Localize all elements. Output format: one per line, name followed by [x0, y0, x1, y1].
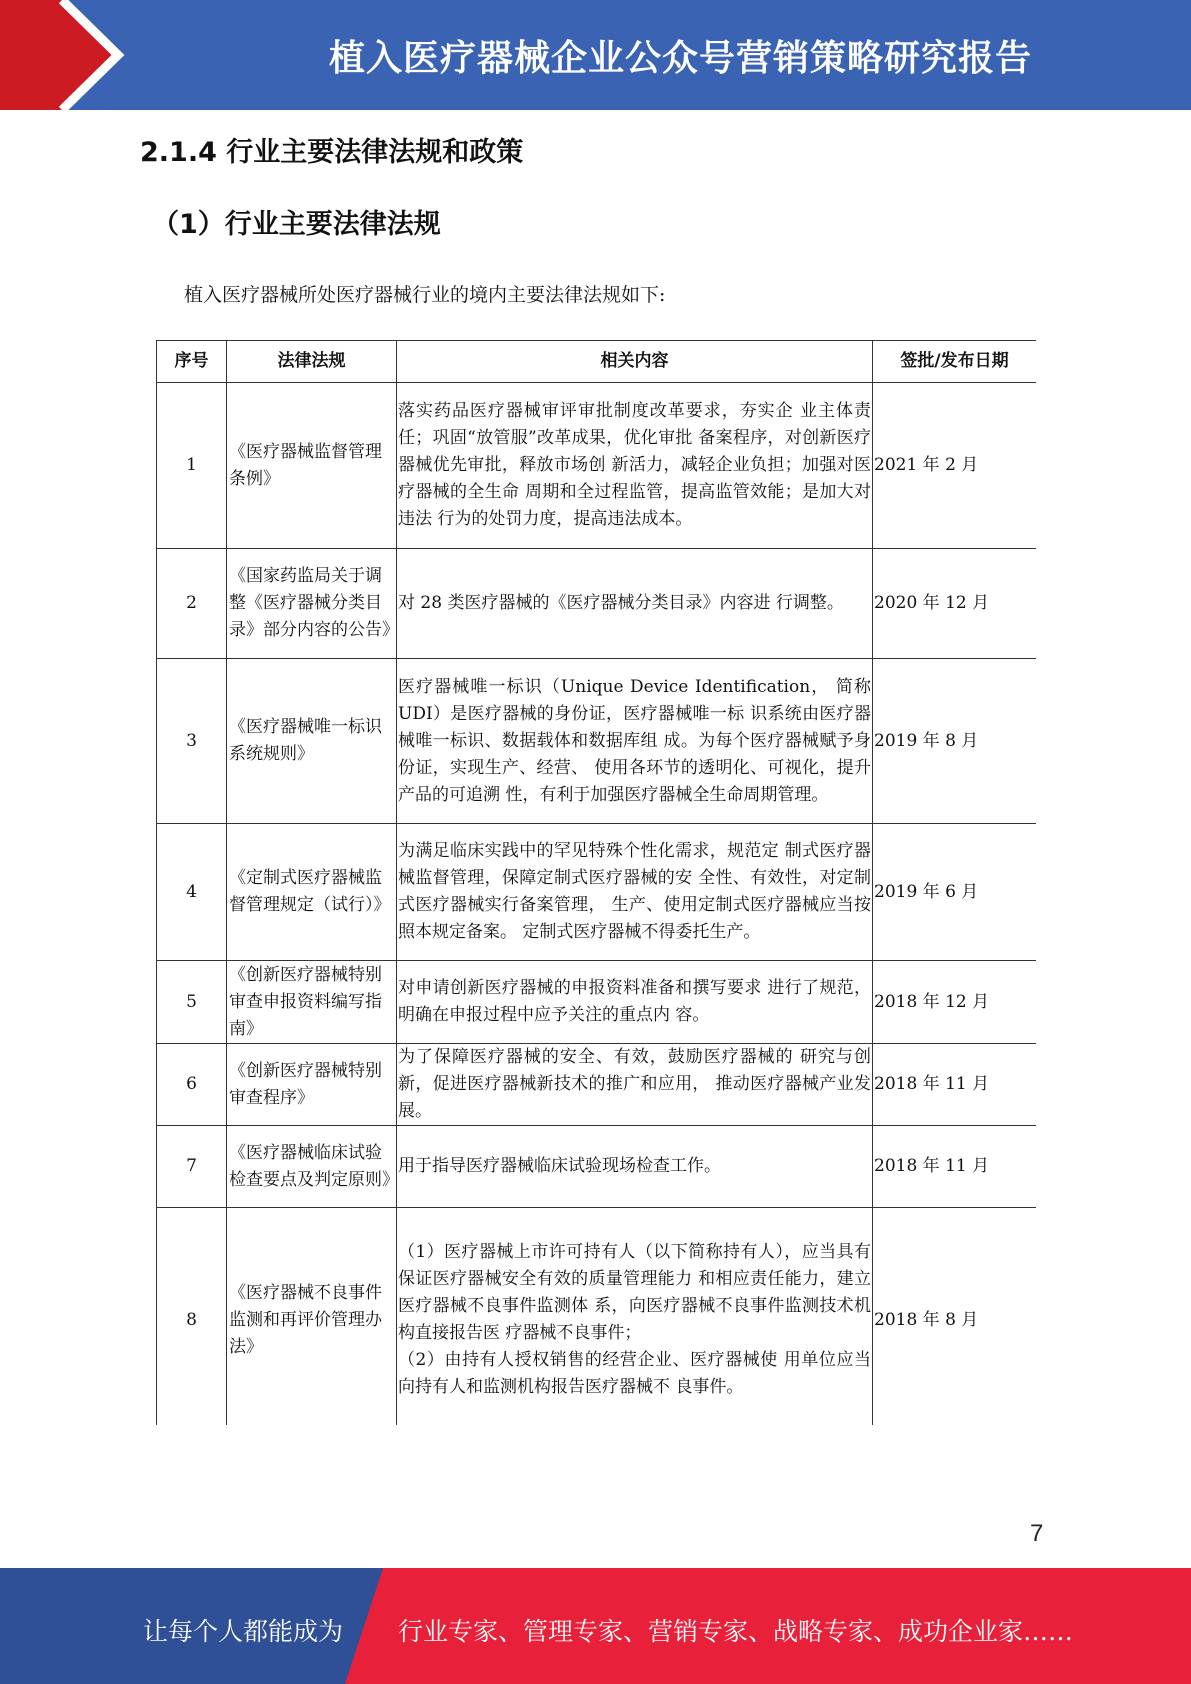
row-content: （1）医疗器械上市许可持有人（以下简称持有人），应当具有保证医疗器械安全有效的质量管理能力 和相应责任能力，建立医疗器械不良事件监测体 系，向医疗器械不良事件监测技术机构直接报告医 疗器械不良事件； （2）由持有人授权销售的经营企业、医疗器械使 用单位应当向持有人和监测机构报告医疗器械不 良事件。	[397, 1208, 873, 1426]
table-row	[157, 1126, 1037, 1208]
row-content: 用于指导医疗器械临床试验现场检查工作。	[397, 1126, 873, 1208]
table-row	[157, 824, 1037, 961]
row-law: 《医疗器械不良事件监测和再评价管理办法》	[227, 1208, 397, 1426]
header-content: 相关内容	[397, 341, 873, 383]
row-content: 对 28 类医疗器械的《医疗器械分类目录》内容进 行调整。	[397, 549, 873, 659]
row-date: 2018 年 12 月	[873, 961, 1037, 1044]
row-date: 2018 年 11 月	[873, 1044, 1037, 1126]
table-row	[157, 549, 1037, 659]
header-date: 签批/发布日期	[873, 341, 1037, 383]
report-title: 植入医疗器械企业公众号营销策略研究报告	[328, 38, 1032, 79]
header-law: 法律法规	[227, 341, 397, 383]
row-content: 为了保障医疗器械的安全、有效，鼓励医疗器械的 研究与创新，促进医疗器械新技术的推广和应用， 推动医疗器械产业发展。	[397, 1044, 873, 1126]
footer-slogan-right: 行业专家、管理专家、营销专家、战略专家、成功企业家……	[398, 1617, 1074, 1646]
row-law: 《定制式医疗器械监督管理规定（试行）》	[227, 824, 397, 961]
row-index: 5	[157, 961, 227, 1044]
regulations-table-container	[156, 340, 1036, 1425]
row-date: 2021 年 2 月	[873, 383, 1037, 549]
subsection-title: （1）行业主要法律法规	[152, 209, 441, 240]
row-content: 为满足临床实践中的罕见特殊个性化需求，规范定 制式医疗器械监督管理，保障定制式医疗器械的安 全性、有效性，对定制式医疗器械实行备案管理， 生产、使用定制式医疗器械应当按照本规定备案。 定制式医疗器械不得委托生产。	[397, 824, 873, 961]
table-row	[157, 1208, 1037, 1426]
page-number: 7	[1030, 1520, 1044, 1547]
row-date: 2019 年 8 月	[873, 659, 1037, 824]
row-index: 4	[157, 824, 227, 961]
row-law: 《创新医疗器械特别审查程序》	[227, 1044, 397, 1126]
section-title: 2.1.4 行业主要法律法规和政策	[140, 137, 524, 168]
row-date: 2020 年 12 月	[873, 549, 1037, 659]
report-header	[0, 0, 1191, 110]
row-date: 2019 年 6 月	[873, 824, 1037, 961]
row-law: 《医疗器械监督管理条例》	[227, 383, 397, 549]
row-content: 对申请创新医疗器械的申报资料准备和撰写要求 进行了规范，明确在申报过程中应予关注的重点内 容。	[397, 961, 873, 1044]
row-index: 2	[157, 549, 227, 659]
table-row	[157, 659, 1037, 824]
row-law: 《医疗器械唯一标识系统规则》	[227, 659, 397, 824]
table-row	[157, 1044, 1037, 1126]
row-date: 2018 年 8 月	[873, 1208, 1037, 1426]
header-red-arrow-decoration	[0, 0, 150, 110]
row-date: 2018 年 11 月	[873, 1126, 1037, 1208]
row-index: 1	[157, 383, 227, 549]
header-index: 序号	[157, 341, 227, 383]
row-index: 7	[157, 1126, 227, 1208]
row-index: 3	[157, 659, 227, 824]
table-row	[157, 961, 1037, 1044]
row-law: 《创新医疗器械特别审查申报资料编写指南》	[227, 961, 397, 1044]
row-index: 6	[157, 1044, 227, 1126]
row-content: 医疗器械唯一标识（Unique Device Identification， 简称 UDI）是医疗器械的身份证，医疗器械唯一标 识系统由医疗器械唯一标识、数据载体和数据库组 成。为每个医疗器械赋予身份证，实现生产、经营、 使用各环节的透明化、可视化，提升产品的可追溯 性，有利于加强医疗器械全生命周期管理。	[397, 659, 873, 824]
footer-slogan-left: 让每个人都能成为	[143, 1617, 344, 1646]
row-law: 《医疗器械临床试验检查要点及判定原则》	[227, 1126, 397, 1208]
row-content: 落实药品医疗器械审评审批制度改革要求，夯实企 业主体责任；巩固“放管服”改革成果，优化审批 备案程序，对创新医疗器械优先审批，释放市场创 新活力，减轻企业负担；加强对医疗器械的全生命 周期和全过程监管，提高监管效能；是加大对违法 行为的处罚力度，提高违法成本。	[397, 383, 873, 549]
table-row	[157, 383, 1037, 549]
table-header-row	[157, 341, 1037, 383]
row-index: 8	[157, 1208, 227, 1426]
intro-paragraph: 植入医疗器械所处医疗器械行业的境内主要法律法规如下:	[184, 284, 666, 306]
regulations-table	[156, 340, 1036, 1425]
row-law: 《国家药监局关于调整《医疗器械分类目录》部分内容的公告》	[227, 549, 397, 659]
